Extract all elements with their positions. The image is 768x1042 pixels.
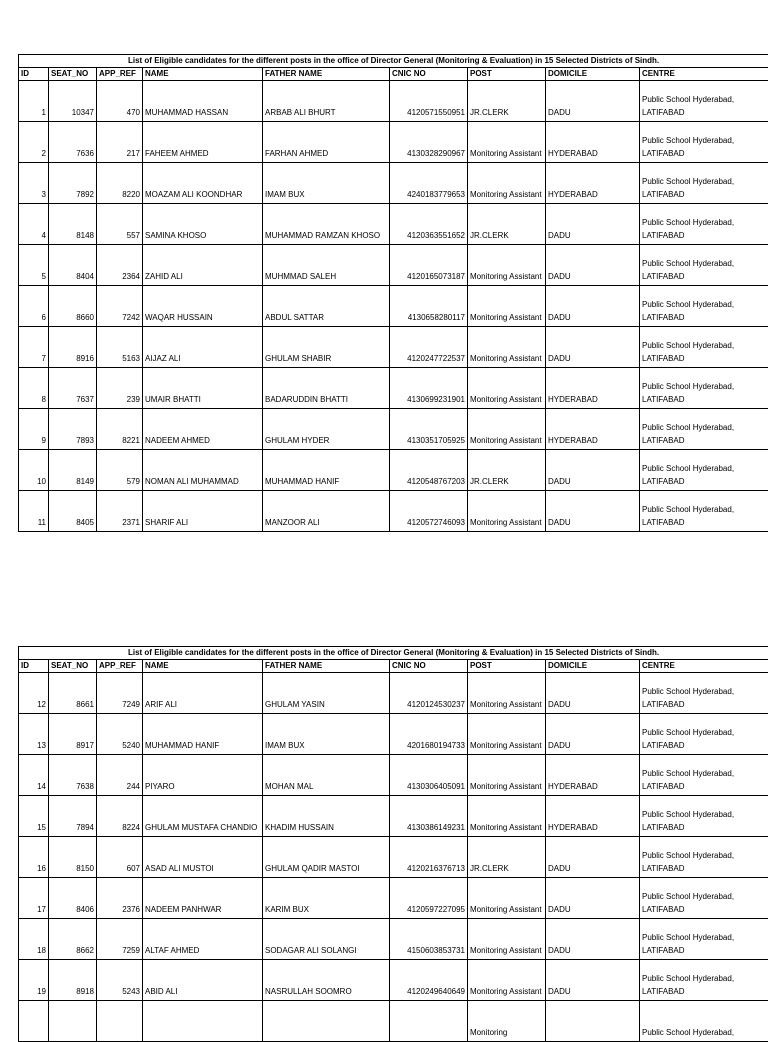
cell-father-name: KHADIM HUSSAIN: [263, 796, 390, 837]
table-row: [19, 837, 768, 878]
col-header-seat-no: SEAT_NO: [49, 68, 97, 81]
cell-app-ref: 8221: [97, 409, 143, 450]
cell-domicile: DADU: [546, 204, 640, 245]
cell-name: [143, 1001, 263, 1042]
cell-cnic: 4120548767203: [390, 450, 468, 491]
cell-post: Monitoring Assistant: [468, 673, 546, 714]
cell-app-ref: [97, 1001, 143, 1042]
cell-post: Monitoring: [468, 1001, 546, 1042]
cell-name: SAMINA KHOSO: [143, 204, 263, 245]
cell-id: 15: [19, 796, 49, 837]
cell-domicile: HYDERABAD: [546, 122, 640, 163]
cell-app-ref: 239: [97, 368, 143, 409]
cell-father-name: NASRULLAH SOOMRO: [263, 960, 390, 1001]
cell-father-name: MANZOOR ALI: [263, 491, 390, 532]
cell-app-ref: 5163: [97, 327, 143, 368]
cell-name: MUHAMMAD HANIF: [143, 714, 263, 755]
cell-seat-no: 8916: [49, 327, 97, 368]
cell-centre: Public School Hyderabad, LATIFABAD: [640, 122, 768, 163]
cell-domicile: DADU: [546, 714, 640, 755]
cell-centre: Public School Hyderabad, LATIFABAD: [640, 919, 768, 960]
cell-cnic: 4130658280117: [390, 286, 468, 327]
cell-post: Monitoring Assistant: [468, 755, 546, 796]
cell-cnic: 4120249640649: [390, 960, 468, 1001]
cell-post: Monitoring Assistant: [468, 245, 546, 286]
cell-centre: Public School Hyderabad, LATIFABAD: [640, 755, 768, 796]
cell-name: MUHAMMAD HASSAN: [143, 81, 263, 122]
cell-domicile: [546, 1001, 640, 1042]
cell-seat-no: 8662: [49, 919, 97, 960]
cell-post: JR.CLERK: [468, 450, 546, 491]
cell-father-name: BADARUDDIN BHATTI: [263, 368, 390, 409]
col-header-post: POST: [468, 68, 546, 81]
cell-seat-no: 7638: [49, 755, 97, 796]
cell-seat-no: [49, 1001, 97, 1042]
cell-centre: Public School Hyderabad, LATIFABAD: [640, 450, 768, 491]
cell-father-name: IMAM BUX: [263, 163, 390, 204]
cell-post: JR.CLERK: [468, 837, 546, 878]
cell-app-ref: 244: [97, 755, 143, 796]
cell-centre: Public School Hyderabad, LATIFABAD: [640, 409, 768, 450]
col-header-father-name: FATHER NAME: [263, 660, 390, 673]
cell-centre: Public School Hyderabad, LATIFABAD: [640, 878, 768, 919]
cell-name: NADEEM AHMED: [143, 409, 263, 450]
table-row: [19, 960, 768, 1001]
cell-app-ref: 8224: [97, 796, 143, 837]
cell-centre: Public School Hyderabad, LATIFABAD: [640, 960, 768, 1001]
cell-centre: Public School Hyderabad, LATIFABAD: [640, 286, 768, 327]
cell-name: NOMAN ALI MUHAMMAD: [143, 450, 263, 491]
col-header-father-name: FATHER NAME: [263, 68, 390, 81]
cell-id: 18: [19, 919, 49, 960]
col-header-post: POST: [468, 660, 546, 673]
cell-centre: Public School Hyderabad, LATIFABAD: [640, 368, 768, 409]
cell-father-name: SODAGAR ALI SOLANGI: [263, 919, 390, 960]
table-row: [19, 245, 768, 286]
table-row: [19, 450, 768, 491]
col-header-cnic: CNIC NO: [390, 660, 468, 673]
cell-id: 19: [19, 960, 49, 1001]
table-row: [19, 122, 768, 163]
cell-post: Monitoring Assistant: [468, 491, 546, 532]
cell-father-name: IMAM BUX: [263, 714, 390, 755]
cell-father-name: GHULAM HYDER: [263, 409, 390, 450]
cell-domicile: DADU: [546, 450, 640, 491]
cell-domicile: DADU: [546, 960, 640, 1001]
cell-app-ref: 470: [97, 81, 143, 122]
cell-cnic: 4130328290967: [390, 122, 468, 163]
cell-post: Monitoring Assistant: [468, 163, 546, 204]
cell-seat-no: 7894: [49, 796, 97, 837]
cell-cnic: 4120571550951: [390, 81, 468, 122]
cell-centre: Public School Hyderabad, LATIFABAD: [640, 327, 768, 368]
table-row: [19, 673, 768, 714]
cell-cnic: 4120247722537: [390, 327, 468, 368]
cell-post: Monitoring Assistant: [468, 919, 546, 960]
col-header-app-ref: APP_REF: [97, 68, 143, 81]
table-row: [19, 1001, 768, 1042]
cell-centre: Public School Hyderabad, LATIFABAD: [640, 245, 768, 286]
cell-centre: Public School Hyderabad, LATIFABAD: [640, 163, 768, 204]
col-header-name: NAME: [143, 68, 263, 81]
cell-name: PIYARO: [143, 755, 263, 796]
cell-centre: Public School Hyderabad, LATIFABAD: [640, 796, 768, 837]
cell-domicile: DADU: [546, 245, 640, 286]
cell-app-ref: 557: [97, 204, 143, 245]
cell-seat-no: 7637: [49, 368, 97, 409]
cell-father-name: GHULAM SHABIR: [263, 327, 390, 368]
cell-father-name: MUHAMMAD HANIF: [263, 450, 390, 491]
cell-cnic: 4130386149231: [390, 796, 468, 837]
cell-father-name: MUHAMMAD RAMZAN KHOSO: [263, 204, 390, 245]
col-header-id: ID: [19, 660, 49, 673]
cell-app-ref: 5243: [97, 960, 143, 1001]
cell-domicile: DADU: [546, 286, 640, 327]
table-row: [19, 755, 768, 796]
cell-id: 11: [19, 491, 49, 532]
cell-app-ref: 7242: [97, 286, 143, 327]
cell-name: ABID ALI: [143, 960, 263, 1001]
cell-domicile: DADU: [546, 327, 640, 368]
col-header-id: ID: [19, 68, 49, 81]
cell-seat-no: 8918: [49, 960, 97, 1001]
cell-centre: Public School Hyderabad,: [640, 1001, 768, 1042]
cell-seat-no: 7893: [49, 409, 97, 450]
col-header-cnic: CNIC NO: [390, 68, 468, 81]
cell-app-ref: 607: [97, 837, 143, 878]
cell-father-name: MUHMMAD SALEH: [263, 245, 390, 286]
cell-name: ARIF ALI: [143, 673, 263, 714]
table-row: [19, 878, 768, 919]
cell-id: 16: [19, 837, 49, 878]
table-body-1: [19, 81, 768, 532]
table-body-2: [19, 673, 768, 1042]
cell-id: 2: [19, 122, 49, 163]
col-header-seat-no: SEAT_NO: [49, 660, 97, 673]
cell-cnic: 4120124530237: [390, 673, 468, 714]
cell-post: JR.CLERK: [468, 81, 546, 122]
cell-app-ref: 2371: [97, 491, 143, 532]
cell-seat-no: 8404: [49, 245, 97, 286]
cell-app-ref: 217: [97, 122, 143, 163]
cell-id: 4: [19, 204, 49, 245]
cell-id: 9: [19, 409, 49, 450]
cell-id: 14: [19, 755, 49, 796]
cell-domicile: HYDERABAD: [546, 409, 640, 450]
cell-post: Monitoring Assistant: [468, 878, 546, 919]
cell-id: 6: [19, 286, 49, 327]
cell-id: 13: [19, 714, 49, 755]
cell-cnic: 4120363551652: [390, 204, 468, 245]
cell-seat-no: 7636: [49, 122, 97, 163]
cell-father-name: MOHAN MAL: [263, 755, 390, 796]
table-row: [19, 327, 768, 368]
cell-post: Monitoring Assistant: [468, 796, 546, 837]
cell-cnic: 4120597227095: [390, 878, 468, 919]
cell-domicile: DADU: [546, 837, 640, 878]
cell-domicile: DADU: [546, 673, 640, 714]
table-row: [19, 491, 768, 532]
cell-seat-no: 8148: [49, 204, 97, 245]
cell-id: 1: [19, 81, 49, 122]
table-row: [19, 796, 768, 837]
cell-cnic: 4120165073187: [390, 245, 468, 286]
cell-id: [19, 1001, 49, 1042]
cell-seat-no: 8149: [49, 450, 97, 491]
cell-name: ALTAF AHMED: [143, 919, 263, 960]
table-row: [19, 163, 768, 204]
cell-id: 12: [19, 673, 49, 714]
cell-app-ref: 579: [97, 450, 143, 491]
cell-post: Monitoring Assistant: [468, 122, 546, 163]
cell-post: Monitoring Assistant: [468, 327, 546, 368]
cell-id: 8: [19, 368, 49, 409]
cell-father-name: GHULAM QADIR MASTOI: [263, 837, 390, 878]
cell-cnic: 4120572746093: [390, 491, 468, 532]
cell-cnic: [390, 1001, 468, 1042]
cell-cnic: 4130699231901: [390, 368, 468, 409]
cell-app-ref: 8220: [97, 163, 143, 204]
header-row: [19, 660, 768, 673]
cell-id: 5: [19, 245, 49, 286]
cell-domicile: DADU: [546, 81, 640, 122]
cell-seat-no: 7892: [49, 163, 97, 204]
cell-centre: Public School Hyderabad, LATIFABAD: [640, 714, 768, 755]
table-row: [19, 919, 768, 960]
cell-centre: Public School Hyderabad, LATIFABAD: [640, 673, 768, 714]
cell-cnic: 4130306405091: [390, 755, 468, 796]
table-row: [19, 81, 768, 122]
cell-app-ref: 7259: [97, 919, 143, 960]
cell-cnic: 4130351705925: [390, 409, 468, 450]
cell-post: Monitoring Assistant: [468, 960, 546, 1001]
col-header-app-ref: APP_REF: [97, 660, 143, 673]
cell-domicile: HYDERABAD: [546, 163, 640, 204]
col-header-domicile: DOMICILE: [546, 68, 640, 81]
cell-seat-no: 8406: [49, 878, 97, 919]
cell-name: GHULAM MUSTAFA CHANDIO: [143, 796, 263, 837]
cell-app-ref: 2364: [97, 245, 143, 286]
cell-cnic: 4120216376713: [390, 837, 468, 878]
cell-seat-no: 8150: [49, 837, 97, 878]
cell-name: FAHEEM AHMED: [143, 122, 263, 163]
cell-centre: Public School Hyderabad, LATIFABAD: [640, 837, 768, 878]
cell-domicile: HYDERABAD: [546, 368, 640, 409]
cell-father-name: ARBAB ALI BHURT: [263, 81, 390, 122]
table-row: [19, 204, 768, 245]
cell-domicile: DADU: [546, 919, 640, 960]
cell-app-ref: 7249: [97, 673, 143, 714]
header-row: [19, 68, 768, 81]
cell-cnic: 4201680194733: [390, 714, 468, 755]
cell-name: NADEEM PANHWAR: [143, 878, 263, 919]
cell-seat-no: 10347: [49, 81, 97, 122]
table-row: [19, 409, 768, 450]
cell-father-name: GHULAM YASIN: [263, 673, 390, 714]
cell-app-ref: 5240: [97, 714, 143, 755]
candidates-table-1: [18, 54, 768, 532]
cell-cnic: 4150603853731: [390, 919, 468, 960]
cell-seat-no: 8660: [49, 286, 97, 327]
cell-name: ASAD ALI MUSTOI: [143, 837, 263, 878]
cell-centre: Public School Hyderabad, LATIFABAD: [640, 81, 768, 122]
cell-seat-no: 8917: [49, 714, 97, 755]
table-row: [19, 286, 768, 327]
cell-id: 17: [19, 878, 49, 919]
cell-id: 10: [19, 450, 49, 491]
cell-name: UMAIR BHATTI: [143, 368, 263, 409]
cell-id: 3: [19, 163, 49, 204]
cell-name: ZAHID ALI: [143, 245, 263, 286]
cell-post: Monitoring Assistant: [468, 368, 546, 409]
cell-father-name: FARHAN AHMED: [263, 122, 390, 163]
col-header-centre: CENTRE: [640, 660, 768, 673]
cell-father-name: [263, 1001, 390, 1042]
cell-post: Monitoring Assistant: [468, 714, 546, 755]
cell-domicile: HYDERABAD: [546, 755, 640, 796]
cell-seat-no: 8405: [49, 491, 97, 532]
col-header-domicile: DOMICILE: [546, 660, 640, 673]
cell-app-ref: 2376: [97, 878, 143, 919]
cell-centre: Public School Hyderabad, LATIFABAD: [640, 491, 768, 532]
col-header-centre: CENTRE: [640, 68, 768, 81]
cell-name: AIJAZ ALI: [143, 327, 263, 368]
cell-post: Monitoring Assistant: [468, 286, 546, 327]
cell-centre: Public School Hyderabad, LATIFABAD: [640, 204, 768, 245]
cell-name: MOAZAM ALI KOONDHAR: [143, 163, 263, 204]
cell-name: SHARIF ALI: [143, 491, 263, 532]
table-row: [19, 368, 768, 409]
cell-domicile: HYDERABAD: [546, 796, 640, 837]
table-title: List of Eligible candidates for the different posts in the office of Director General (Monitoring & Evaluation) in 15 Selected Districts of Sindh.: [19, 647, 768, 660]
table-title: List of Eligible candidates for the different posts in the office of Director General (Monitoring & Evaluation) in 15 Selected Districts of Sindh.: [19, 55, 768, 68]
cell-name: WAQAR HUSSAIN: [143, 286, 263, 327]
candidates-table-2: [18, 646, 768, 1042]
col-header-name: NAME: [143, 660, 263, 673]
cell-post: Monitoring Assistant: [468, 409, 546, 450]
cell-domicile: DADU: [546, 491, 640, 532]
cell-id: 7: [19, 327, 49, 368]
cell-cnic: 4240183779653: [390, 163, 468, 204]
cell-domicile: DADU: [546, 878, 640, 919]
cell-post: JR.CLERK: [468, 204, 546, 245]
cell-father-name: ABDUL SATTAR: [263, 286, 390, 327]
cell-father-name: KARIM BUX: [263, 878, 390, 919]
cell-seat-no: 8661: [49, 673, 97, 714]
table-row: [19, 714, 768, 755]
